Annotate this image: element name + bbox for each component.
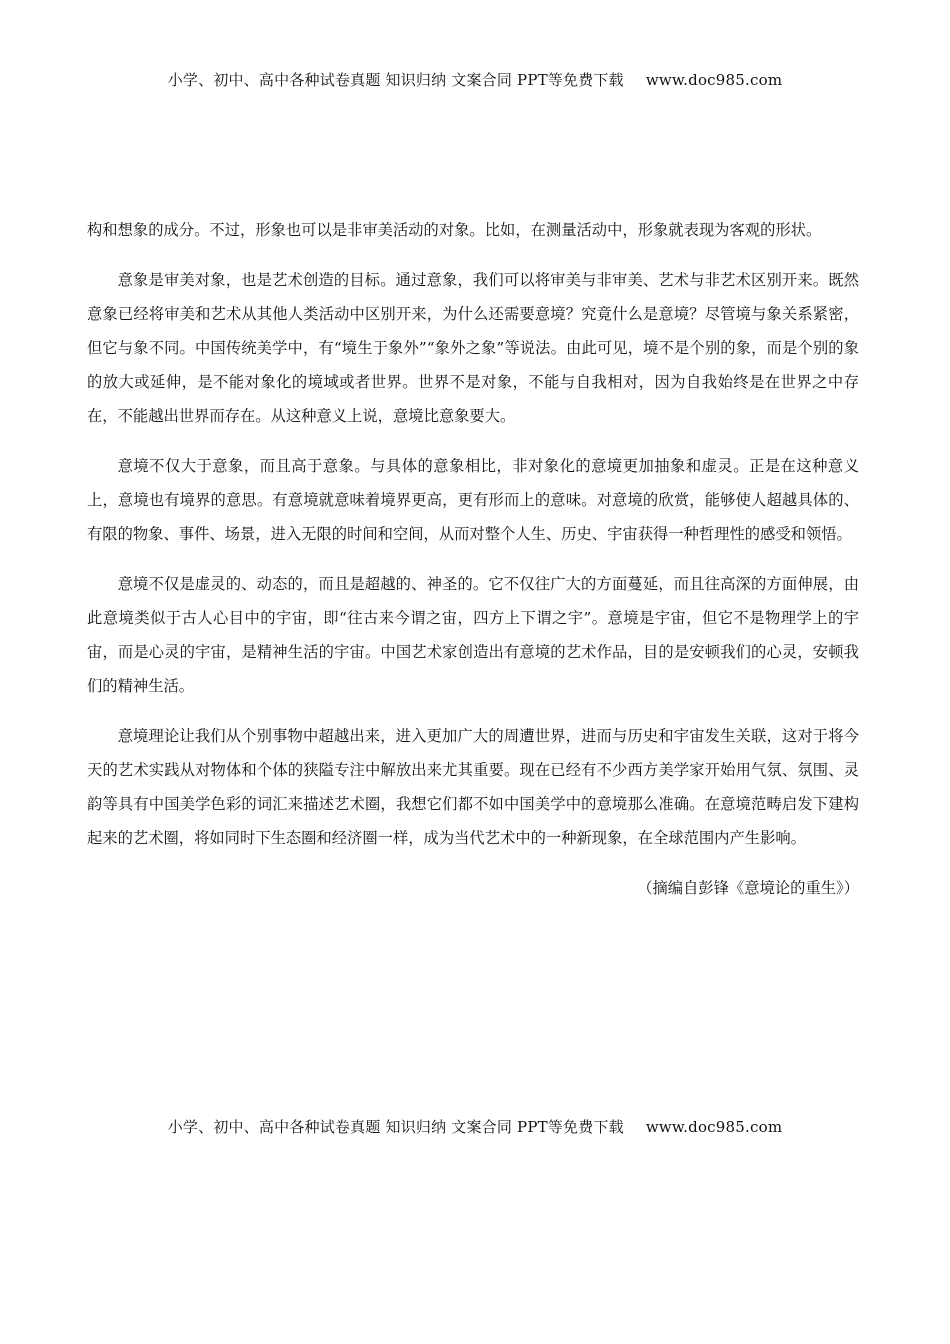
article-body bbox=[87, 213, 859, 921]
footer-text: 小学、初中、高中各种试卷真题 知识归纳 文案合同 PPT等免费下载 bbox=[167, 1118, 624, 1136]
header-site-link[interactable]: www.doc985.com bbox=[645, 71, 783, 89]
page-header bbox=[0, 69, 950, 90]
paragraph-4: 意境不仅是虚灵的、动态的，而且是超越的、神圣的。它不仅往广大的方面蔓延，而且往高深的方面伸展，由此意境类似于古人心目中的宇宙，即“往古来今谓之宙，四方上下谓之宇”。意境是宇宙，但它不是物理学上的宇宙，而是心灵的宇宙，是精神生活的宇宙。中国艺术家创造出有意境的艺术作品，目的是安顿我们的心灵，安顿我们的精神生活。 bbox=[87, 575, 859, 695]
page-footer bbox=[0, 1116, 950, 1137]
header-text: 小学、初中、高中各种试卷真题 知识归纳 文案合同 PPT等免费下载 bbox=[167, 71, 624, 89]
source-citation: （摘编自彭锋《意境论的重生》） bbox=[637, 879, 859, 897]
paragraph-1: 构和想象的成分。不过，形象也可以是非审美活动的对象。比如，在测量活动中，形象就表现为客观的形状。 bbox=[87, 221, 822, 239]
paragraph-5: 意境理论让我们从个别事物中超越出来，进入更加广大的周遭世界，进而与历史和宇宙发生关联，这对于将今天的艺术实践从对物体和个体的狭隘专注中解放出来尤其重要。现在已经有不少西方美学家开始用气氛、氛围、灵韵等具有中国美学色彩的词汇来描述艺术圈，我想它们都不如中国美学中的意境那么准确。在意境范畴启发下建构起来的艺术圈，将如同时下生态圈和经济圈一样，成为当代艺术中的一种新现象，在全球范围内产生影响。 bbox=[87, 727, 859, 847]
paragraph-2: 意象是审美对象，也是艺术创造的目标。通过意象，我们可以将审美与非审美、艺术与非艺术区别开来。既然意象已经将审美和艺术从其他人类活动中区别开来，为什么还需要意境？究竟什么是意境？尽管境与象关系紧密，但它与象不同。中国传统美学中，有“境生于象外”“象外之象”等说法。由此可见，境不是个别的象，而是个别的象的放大或延伸，是不能对象化的境域或者世界。世界不是对象，不能与自我相对，因为自我始终是在世界之中存在，不能越出世界而存在。从这种意义上说，意境比意象要大。 bbox=[87, 271, 859, 425]
footer-site-link[interactable]: www.doc985.com bbox=[645, 1118, 783, 1136]
paragraph-3: 意境不仅大于意象，而且高于意象。与具体的意象相比，非对象化的意境更加抽象和虚灵。正是在这种意义上，意境也有境界的意思。有意境就意味着境界更高，更有形而上的意味。对意境的欣赏，能够使人超越具体的、有限的物象、事件、场景，进入无限的时间和空间，从而对整个人生、历史、宇宙获得一种哲理性的感受和领悟。 bbox=[87, 457, 859, 543]
